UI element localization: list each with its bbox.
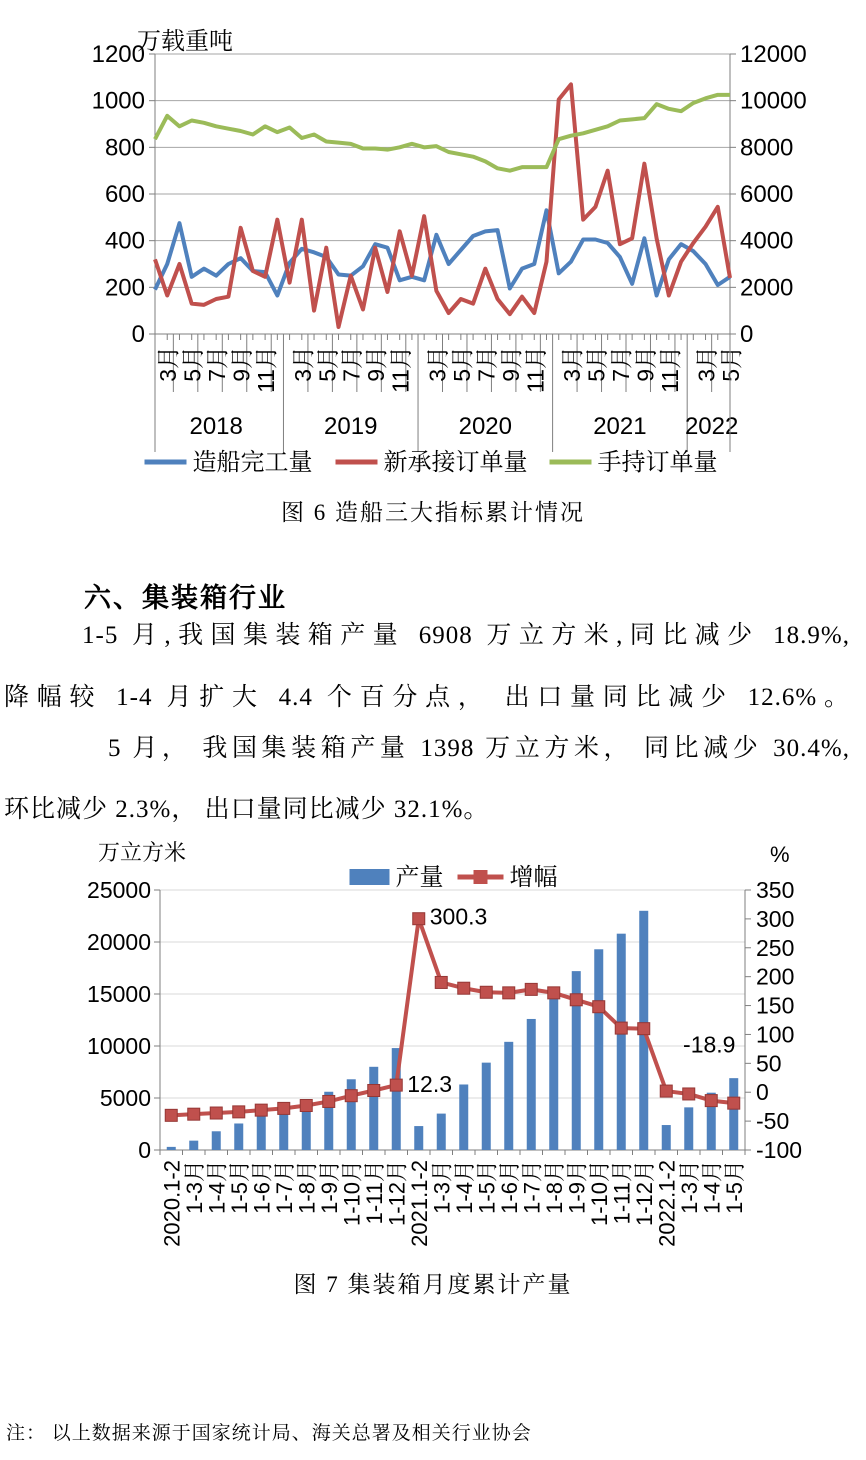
- svg-text:1-12月: 1-12月: [631, 1160, 657, 1227]
- svg-text:800: 800: [104, 134, 145, 162]
- svg-text:0: 0: [138, 1137, 151, 1163]
- svg-text:万立方米: 万立方米: [98, 840, 187, 865]
- svg-text:300: 300: [756, 905, 795, 932]
- svg-text:1-4月: 1-4月: [451, 1160, 477, 1214]
- svg-text:600: 600: [104, 181, 145, 208]
- svg-text:11月: 11月: [522, 346, 549, 393]
- x-axis: [155, 334, 744, 452]
- svg-text:100: 100: [756, 1021, 795, 1048]
- svg-text:2020: 2020: [458, 413, 513, 440]
- svg-text:1-3月: 1-3月: [676, 1160, 702, 1214]
- svg-text:5月: 5月: [314, 346, 341, 382]
- svg-text:1-12月: 1-12月: [384, 1160, 410, 1227]
- svg-text:新承接订单量: 新承接订单量: [383, 449, 528, 476]
- svg-text:11月: 11月: [387, 346, 414, 393]
- svg-text:7月: 7月: [338, 346, 365, 382]
- shipbuilding-indicators-line-chart: [40, 22, 830, 497]
- svg-text:25000: 25000: [87, 877, 151, 903]
- y-axis-right-labels: [756, 877, 802, 1163]
- y-axis-title: [137, 28, 233, 55]
- svg-text:1-5月: 1-5月: [721, 1160, 747, 1214]
- x-axis: [159, 1150, 747, 1247]
- svg-text:10000: 10000: [740, 87, 807, 115]
- svg-text:5月: 5月: [583, 346, 610, 382]
- svg-text:8000: 8000: [740, 134, 794, 162]
- svg-text:1-9月: 1-9月: [316, 1160, 342, 1214]
- series-新承接订单量: [155, 84, 730, 327]
- svg-text:200: 200: [104, 274, 145, 302]
- svg-text:9月: 9月: [632, 346, 659, 382]
- svg-text:1-5月: 1-5月: [474, 1160, 500, 1214]
- svg-text:7月: 7月: [473, 346, 500, 382]
- legend: [145, 449, 718, 476]
- svg-text:5月: 5月: [179, 346, 206, 382]
- svg-text:1-4月: 1-4月: [204, 1160, 230, 1214]
- svg-text:1-4月: 1-4月: [699, 1160, 725, 1214]
- svg-text:0: 0: [756, 1079, 769, 1106]
- svg-text:增幅: 增幅: [509, 864, 558, 891]
- svg-text:1-11月: 1-11月: [609, 1160, 635, 1225]
- svg-text:400: 400: [104, 227, 145, 255]
- svg-text:手持订单量: 手持订单量: [597, 449, 718, 476]
- svg-text:250: 250: [756, 934, 795, 961]
- svg-text:350: 350: [756, 877, 795, 903]
- svg-text:产量: 产量: [395, 864, 444, 891]
- svg-text:11月: 11月: [656, 346, 683, 393]
- svg-text:11月: 11月: [253, 346, 280, 393]
- gridlines: [155, 54, 730, 334]
- paragraph1-line1: 1-5 月,我国集装箱产量 6908 万立方米,同比减少 18.9%,: [82, 622, 850, 649]
- container-output-combo-chart: [40, 835, 830, 1265]
- section-heading: 六、集装箱行业: [84, 583, 287, 614]
- svg-text:2022: 2022: [684, 413, 739, 440]
- svg-text:1-7月: 1-7月: [271, 1160, 297, 1214]
- svg-text:1-6月: 1-6月: [496, 1160, 522, 1214]
- svg-text:0: 0: [740, 321, 754, 348]
- svg-text:150: 150: [756, 992, 795, 1019]
- svg-text:6000: 6000: [740, 181, 794, 208]
- svg-text:1200: 1200: [91, 41, 145, 68]
- svg-text:1-8月: 1-8月: [541, 1160, 567, 1214]
- svg-text:2000: 2000: [740, 274, 794, 302]
- svg-text:20000: 20000: [87, 929, 151, 955]
- paragraph1-line2: 降幅较 1-4 月扩大 4.4 个百分点， 出口量同比减少 12.6%。: [4, 684, 850, 711]
- svg-text:2020.1-2: 2020.1-2: [159, 1160, 185, 1247]
- svg-text:5000: 5000: [99, 1085, 151, 1111]
- figure6-caption: 图 6 造船三大指标累计情况: [281, 500, 585, 525]
- svg-text:15000: 15000: [87, 981, 151, 1007]
- series-line-增幅: [165, 913, 740, 1122]
- svg-text:1-7月: 1-7月: [519, 1160, 545, 1214]
- legend: [350, 864, 558, 891]
- svg-text:1-9月: 1-9月: [564, 1160, 590, 1214]
- svg-text:5月: 5月: [718, 346, 744, 382]
- svg-text:7月: 7月: [204, 346, 231, 382]
- svg-text:%: %: [770, 842, 790, 867]
- y-axis-right-labels: [740, 41, 807, 348]
- svg-text:1-11月: 1-11月: [361, 1160, 387, 1225]
- svg-text:3月: 3月: [289, 346, 316, 382]
- svg-text:12.3: 12.3: [407, 1071, 453, 1098]
- svg-text:1-10月: 1-10月: [586, 1160, 612, 1227]
- svg-text:2018: 2018: [189, 413, 243, 440]
- svg-text:9月: 9月: [363, 346, 390, 382]
- svg-text:7月: 7月: [607, 346, 634, 382]
- svg-text:万载重吨: 万载重吨: [137, 28, 233, 55]
- svg-text:1-10月: 1-10月: [339, 1160, 365, 1227]
- source-note: 注： 以上数据来源于国家统计局、海关总署及相关行业协会: [6, 1423, 532, 1444]
- svg-text:5月: 5月: [448, 346, 475, 382]
- svg-text:50: 50: [756, 1050, 782, 1077]
- svg-text:-18.9: -18.9: [683, 1031, 736, 1058]
- svg-text:3月: 3月: [693, 346, 720, 382]
- svg-text:造船完工量: 造船完工量: [192, 449, 313, 476]
- series-造船完工量: [155, 210, 730, 295]
- paragraph2-line1: 5 月， 我国集装箱产量 1398 万立方米， 同比减少 30.4%,: [108, 735, 850, 762]
- svg-text:2022.1-2: 2022.1-2: [654, 1160, 680, 1247]
- y-axis-left-labels: [92, 41, 145, 348]
- svg-text:1-6月: 1-6月: [249, 1160, 275, 1214]
- svg-text:4000: 4000: [740, 227, 794, 255]
- svg-text:3月: 3月: [558, 346, 585, 382]
- y-axis-left-labels: [87, 877, 151, 1163]
- svg-text:3月: 3月: [155, 346, 182, 382]
- svg-text:3月: 3月: [424, 346, 451, 382]
- y-axis-right-title: [770, 842, 790, 867]
- svg-text:1-8月: 1-8月: [294, 1160, 320, 1214]
- svg-text:1-5月: 1-5月: [226, 1160, 252, 1214]
- svg-text:1-3月: 1-3月: [429, 1160, 455, 1214]
- svg-text:-50: -50: [756, 1108, 790, 1135]
- svg-text:300.3: 300.3: [429, 903, 488, 930]
- svg-text:2021: 2021: [593, 413, 647, 440]
- svg-text:1000: 1000: [91, 87, 145, 115]
- svg-text:12000: 12000: [740, 41, 807, 68]
- svg-text:0: 0: [131, 321, 145, 348]
- series-手持订单量: [155, 95, 730, 171]
- figure7-caption: 图 7 集装箱月度累计产量: [293, 1272, 573, 1297]
- series-bars-产量: [167, 911, 739, 1150]
- svg-text:-100: -100: [756, 1137, 803, 1163]
- svg-text:9月: 9月: [228, 346, 255, 382]
- svg-text:1-3月: 1-3月: [181, 1160, 207, 1214]
- svg-text:200: 200: [756, 963, 795, 990]
- svg-text:10000: 10000: [87, 1033, 151, 1059]
- svg-text:9月: 9月: [497, 346, 524, 382]
- svg-text:2021.1-2: 2021.1-2: [406, 1160, 432, 1247]
- svg-text:2019: 2019: [324, 413, 378, 440]
- y-axis-left-title: [98, 840, 186, 865]
- paragraph2-line2: 环比减少 2.3%， 出口量同比减少 32.1%。: [4, 796, 490, 823]
